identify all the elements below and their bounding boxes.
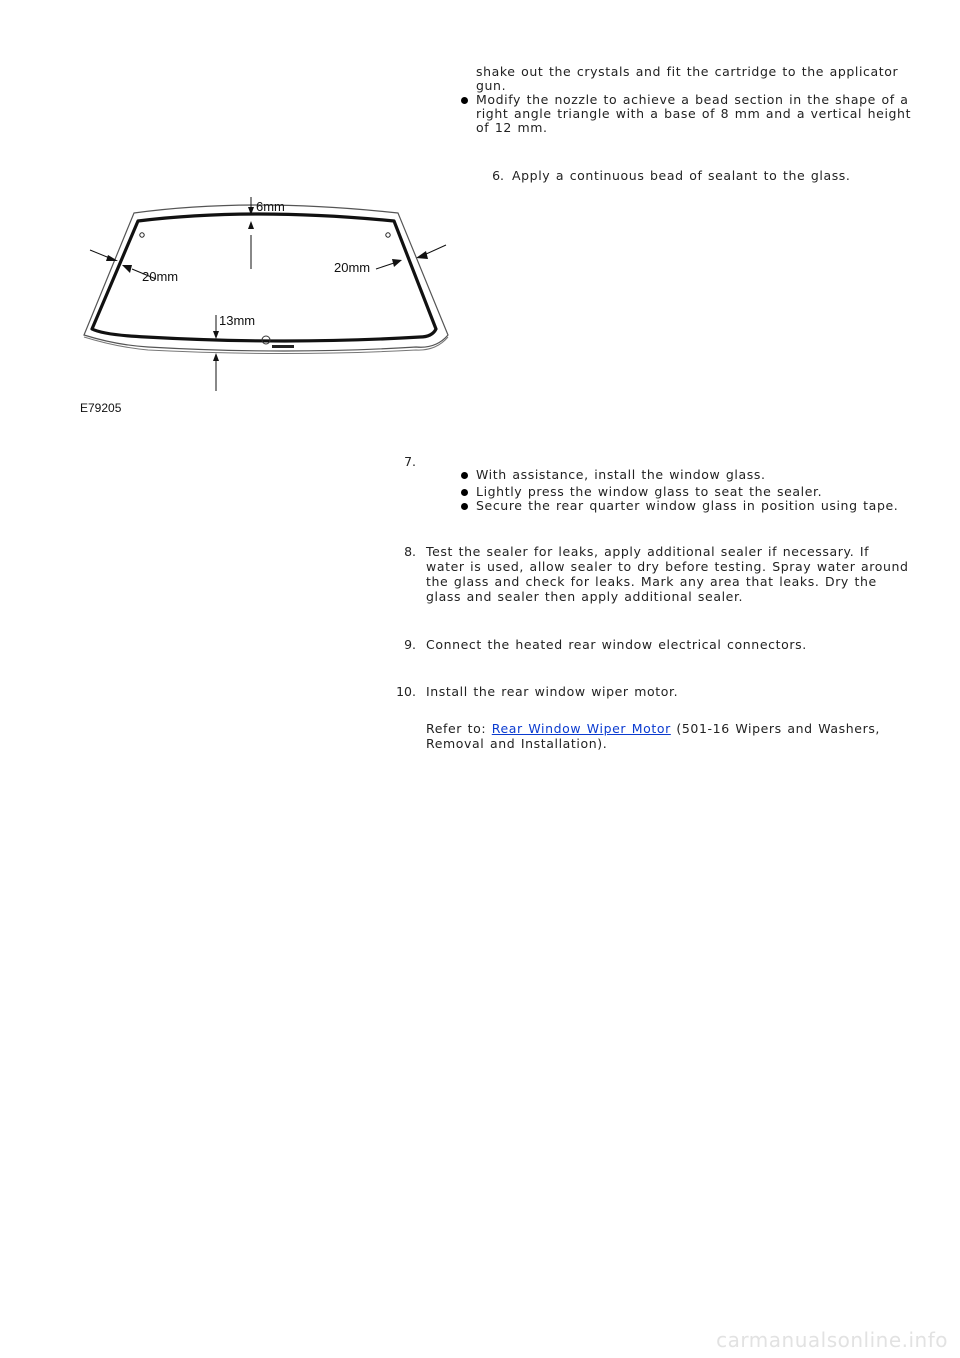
refer-suffix: (501-16 Wipers and Washers, (676, 721, 880, 736)
step8-line4: glass and sealer then apply additional sealer. (426, 589, 744, 604)
step10-number: 10. (396, 684, 416, 699)
step8-number: 8. (404, 544, 416, 559)
label-6mm: 6mm (256, 199, 285, 214)
step5-bullet2-line3: of 12 mm. (476, 120, 548, 135)
step9-text: Connect the heated rear window electrical connectors. (426, 637, 807, 652)
label-20mm-left: 20mm (142, 269, 179, 284)
bullet-icon (461, 503, 468, 510)
step7-bullet2: Lightly press the window glass to seat the sealer. (476, 484, 823, 499)
step5-bullet1-line2: gun. (476, 78, 507, 93)
step7-bullet3: Secure the rear quarter window glass in position using tape. (476, 498, 899, 513)
heater-connector (272, 345, 294, 348)
step6-number: 6. (492, 168, 504, 183)
step5-bullet1-line1: shake out the crystals and fit the cartridge to the applicator (476, 64, 899, 79)
step5-bullet2-line1: Modify the nozzle to achieve a bead section in the shape of a (476, 92, 909, 107)
step7-bullet1: With assistance, install the window glass. (476, 467, 766, 482)
label-20mm-right: 20mm (334, 260, 371, 275)
step6-text: Apply a continuous bead of sealant to the glass. (512, 168, 851, 183)
step10-text: Install the rear window wiper motor. (426, 684, 679, 699)
refer-prefix: Refer to: (426, 721, 487, 736)
rear-window-sealant-diagram (76, 195, 456, 425)
bullet-icon (461, 97, 468, 104)
label-13mm: 13mm (219, 313, 256, 328)
figure-code: E79205 (80, 401, 122, 415)
step7-number: 7. (404, 454, 416, 469)
site-watermark: carmanualsonline.info (716, 1328, 948, 1352)
rear-window-wiper-motor-link[interactable]: Rear Window Wiper Motor (491, 721, 671, 736)
step10-reference (426, 722, 880, 736)
step10-reference-line2: Removal and Installation). (426, 736, 608, 751)
step8-line3: the glass and check for leaks. Mark any area that leaks. Dry the (426, 574, 877, 589)
step8-line2: water is used, allow sealer to dry before testing. Spray water around (426, 559, 909, 574)
step5-bullet2-line2: right angle triangle with a base of 8 mm and a vertical height (476, 106, 912, 121)
bullet-icon (461, 472, 468, 479)
bullet-icon (461, 489, 468, 496)
step9-number: 9. (404, 637, 416, 652)
glass-outline (84, 205, 448, 351)
step8-line1: Test the sealer for leaks, apply additional sealer if necessary. If (426, 544, 870, 559)
